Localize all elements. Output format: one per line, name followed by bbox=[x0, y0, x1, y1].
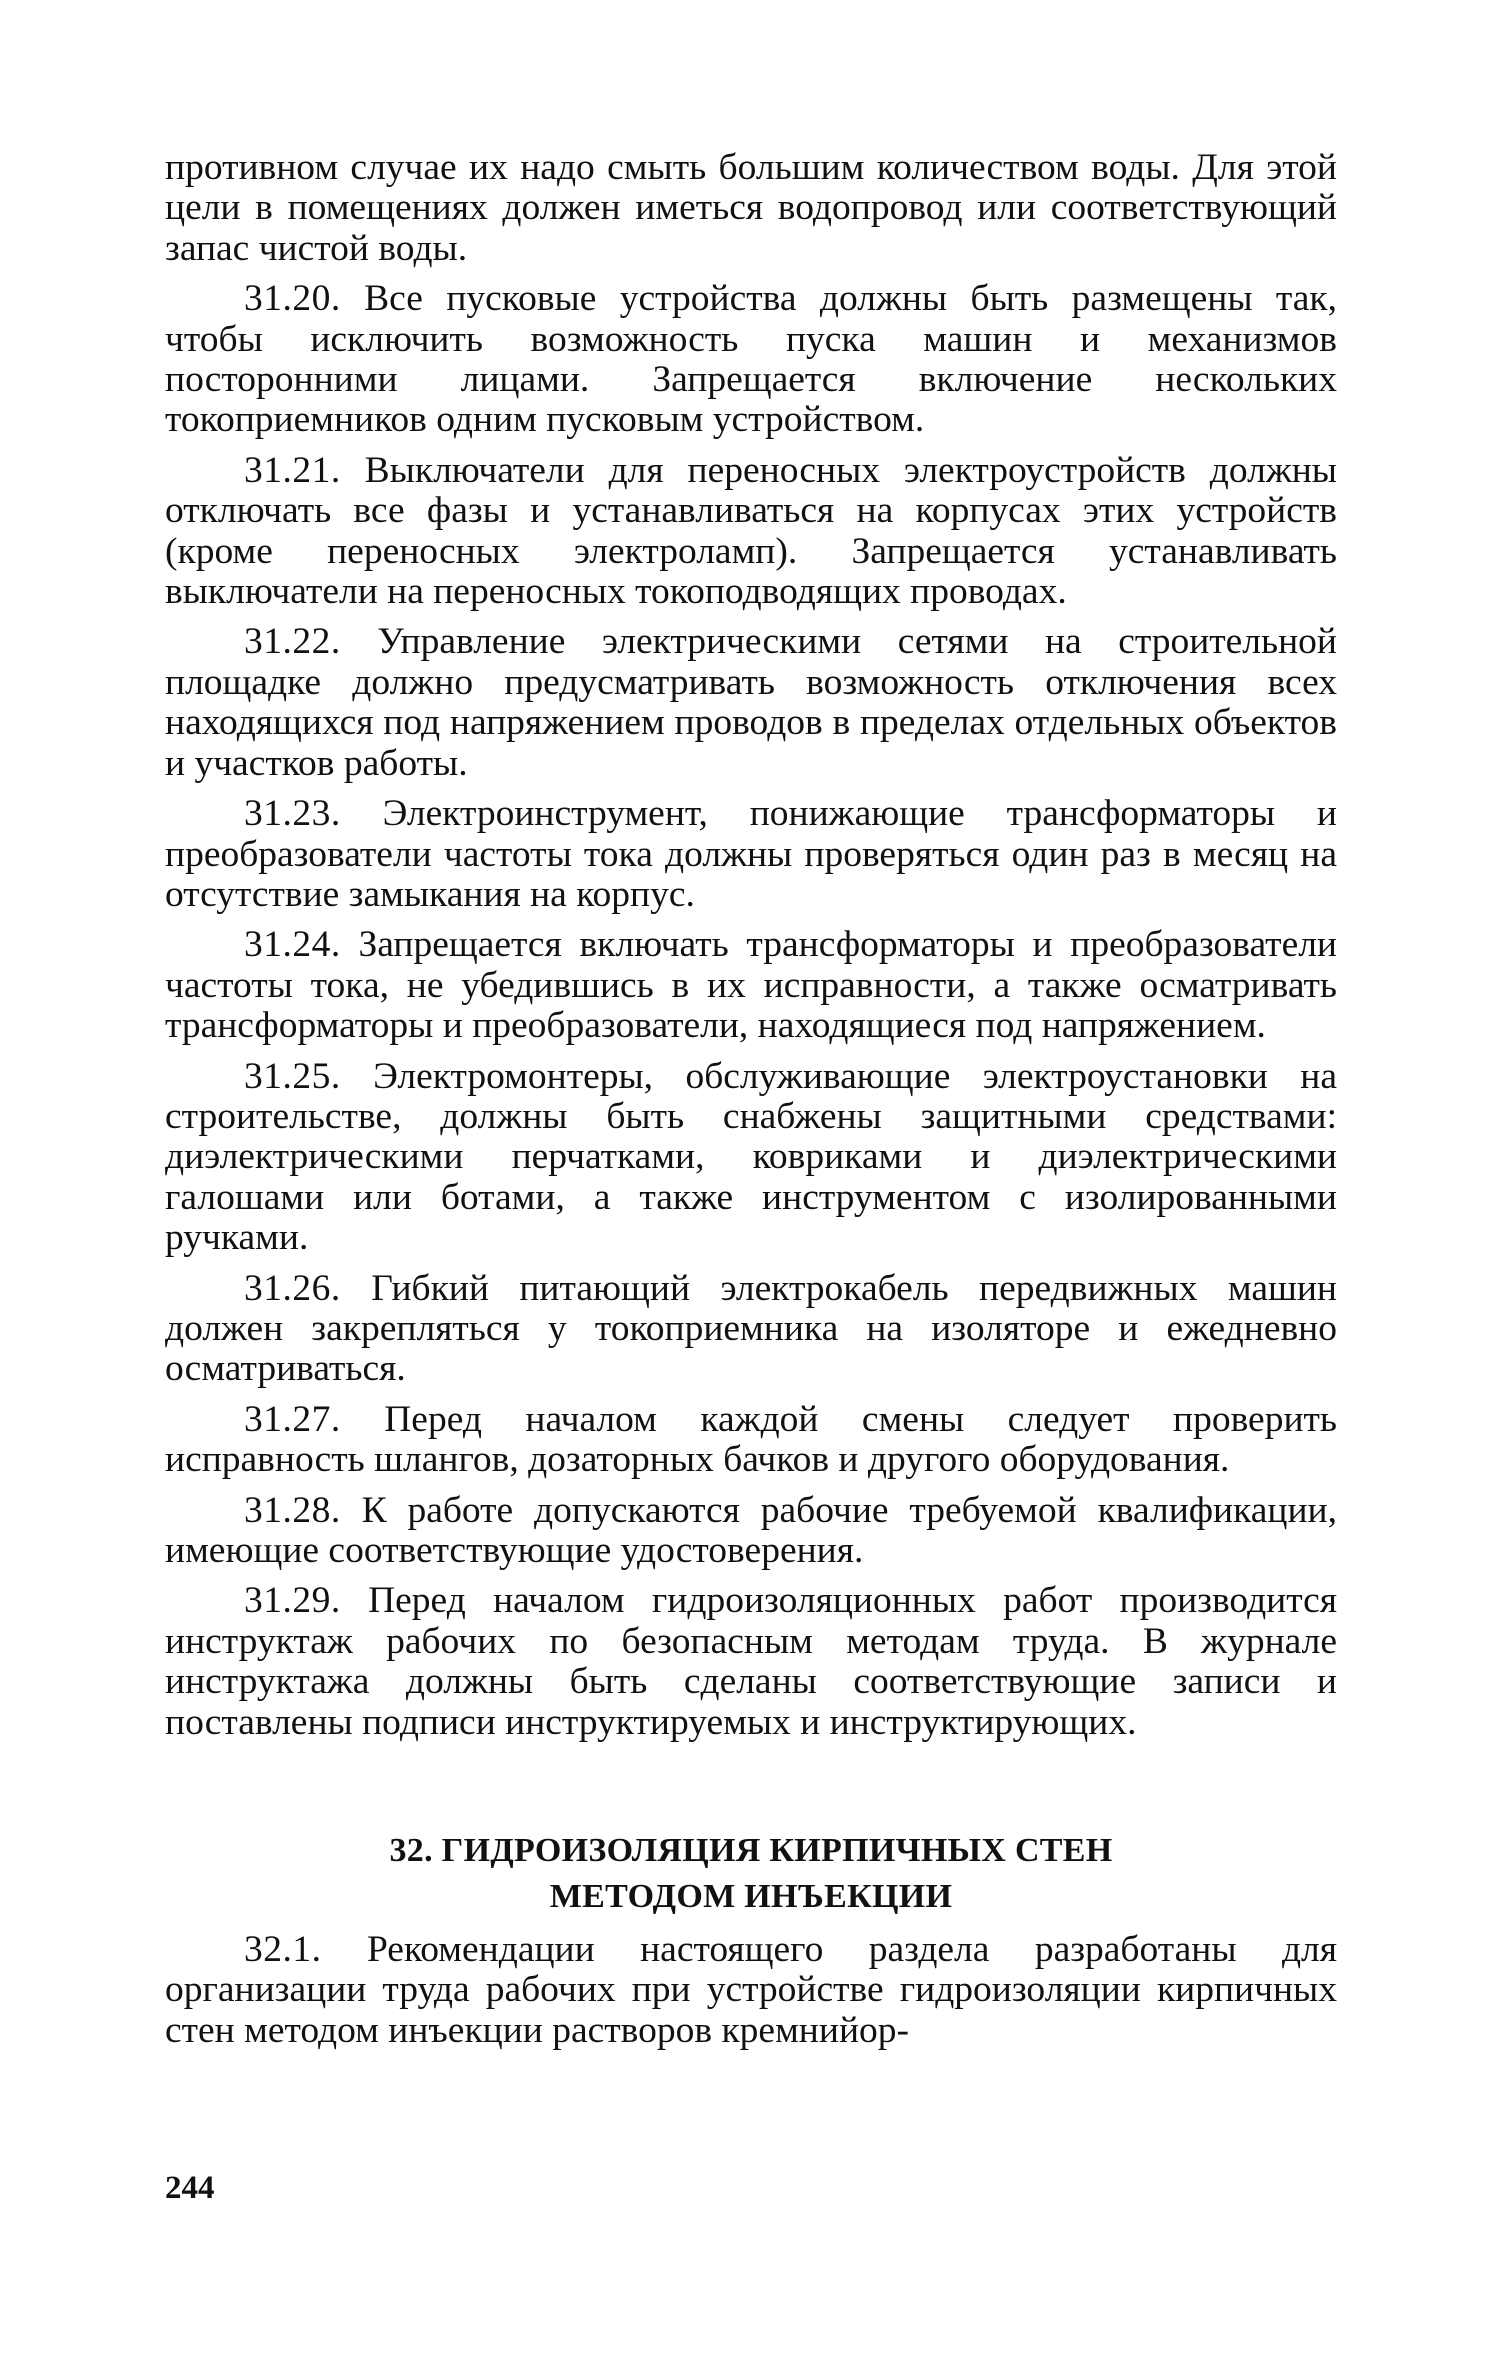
item-text: Выключатели для переносных электроустройств должны отключать все фазы и устанавливаться на корпусах этих устройств (кроме переносных электроламп). Запрещается устанавливать выключатели на переносных токоподводящих проводах. bbox=[165, 449, 1337, 613]
item-text: Электроинструмент, понижающие трансформаторы и преобразователи частоты тока должны проверяться один раз в месяц на отсутствие замыкания на корпус. bbox=[165, 793, 1337, 915]
item-31-23 bbox=[165, 794, 1337, 915]
item-text: К работе допускаются рабочие требуемой квалификации, имеющие соответствующие удостоверения. bbox=[165, 1489, 1338, 1571]
item-number: 31.21. bbox=[244, 449, 341, 491]
item-number: 32.1. bbox=[244, 1929, 322, 1971]
item-32-1 bbox=[165, 1930, 1337, 2051]
item-number: 31.22. bbox=[244, 621, 341, 663]
section-heading-line1: 32. ГИДРОИЗОЛЯЦИЯ КИРПИЧНЫХ СТЕН bbox=[389, 1832, 1113, 1870]
item-number: 31.23. bbox=[244, 793, 341, 835]
item-31-24 bbox=[165, 925, 1337, 1046]
item-31-26 bbox=[165, 1269, 1337, 1390]
item-text: Управление электрическими сетями на строительной площадке должно предусматривать возможность отключения всех находящихся под напряжением проводов в пределах отдельных объектов и участков работы. bbox=[165, 621, 1337, 784]
item-31-22 bbox=[165, 622, 1337, 784]
opening-paragraph: противном случае их надо смыть большим количеством воды. Для этой цели в помещениях должен иметься водопровод или соответствующий запас чистой воды. bbox=[165, 147, 1337, 269]
item-text: Электромонтеры, обслуживающие электроустановки на строительстве, должны быть снабжены защитными средствами: диэлектрическими перчатками, ковриками и диэлектрическими галошами или ботами, а также инструментом с изолированными ручками. bbox=[165, 1055, 1337, 1259]
item-text: Перед началом гидроизоляционных работ производится инструктаж рабочих по безопасным методам труда. В журнале инструктажа должны быть сделаны соответствующие записи и поставлены подписи инструктируемых и инструктирующих. bbox=[165, 1580, 1337, 1743]
document-page bbox=[165, 148, 1337, 2051]
item-31-27 bbox=[165, 1400, 1337, 1481]
section-heading-line2: МЕТОДОМ ИНЪЕКЦИИ bbox=[549, 1878, 953, 1916]
section-heading bbox=[165, 1828, 1337, 1920]
item-number: 31.27. bbox=[244, 1398, 341, 1440]
item-text: Перед началом каждой смены следует проверить исправность шлангов, дозаторных бачков и другого оборудования. bbox=[165, 1398, 1338, 1481]
page-number: 244 bbox=[165, 2170, 215, 2206]
item-text: Рекомендации настоящего раздела разработаны для организации труда рабочих при устройстве гидроизоляции кирпичных стен методом инъекции растворов кремнийор- bbox=[165, 1929, 1337, 2051]
item-31-20 bbox=[165, 279, 1337, 441]
item-31-21 bbox=[165, 451, 1337, 613]
item-text: Все пусковые устройства должны быть размещены так, чтобы исключить возможность пуска машин и механизмов посторонними лицами. Запрещается включение нескольких токоприемников одним пусковым устройством. bbox=[165, 278, 1338, 441]
item-number: 31.20. bbox=[244, 278, 341, 320]
item-text: Гибкий питающий электрокабель передвижных машин должен закрепляться у токоприемника на изоляторе и ежедневно осматриваться. bbox=[165, 1267, 1338, 1390]
item-number: 31.28. bbox=[244, 1489, 341, 1531]
item-number: 31.24. bbox=[244, 924, 341, 966]
item-31-28 bbox=[165, 1491, 1337, 1572]
item-31-25 bbox=[165, 1057, 1337, 1259]
item-31-29 bbox=[165, 1581, 1337, 1743]
item-number: 31.26. bbox=[244, 1267, 341, 1309]
item-number: 31.25. bbox=[244, 1055, 341, 1097]
item-number: 31.29. bbox=[244, 1580, 341, 1622]
item-text: Запрещается включать трансформаторы и преобразователи частоты тока, не убедившись в их исправности, а также осматривать трансформаторы и преобразователи, находящиеся под напряжением. bbox=[165, 924, 1337, 1047]
